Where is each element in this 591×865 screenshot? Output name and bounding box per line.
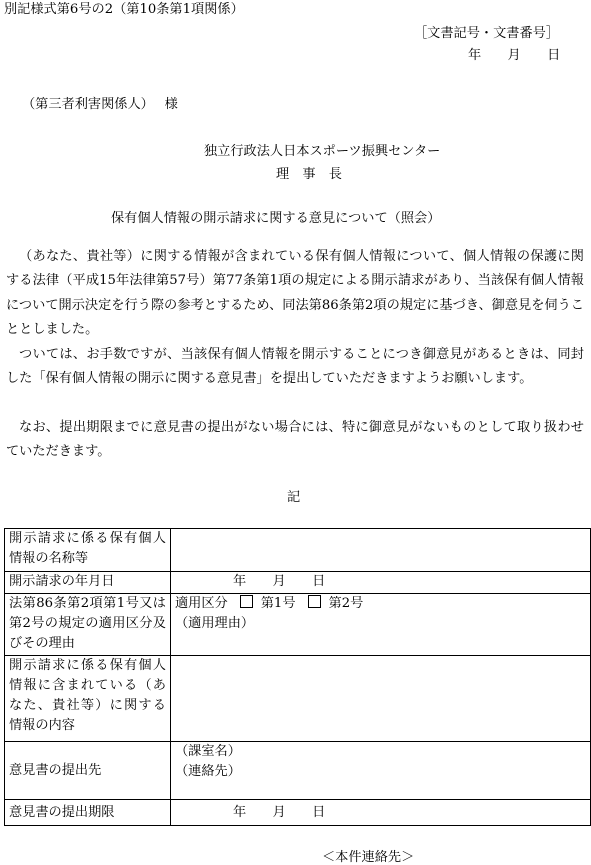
category-selection xyxy=(175,594,586,614)
row-label-applicable-category: 法第86条第2項第1号又は第2号の規定の適用区分及びその理由 xyxy=(5,594,171,656)
sender-organization: 独立行政法人日本スポーツ振興センター xyxy=(204,144,441,159)
table-row xyxy=(5,742,591,800)
table-row xyxy=(5,572,591,594)
details-table xyxy=(4,528,591,826)
row-value-submission-deadline xyxy=(171,800,591,826)
body-paragraph-3: なお、提出期限までに意見書の提出がない場合には、特に御意見がないものとして取り扱わせていただきます。 xyxy=(6,420,584,460)
deadline-value: 年 月 日 xyxy=(233,804,326,820)
row-label-request-date: 開示請求の年月日 xyxy=(5,572,171,594)
table-row xyxy=(5,529,591,572)
option-item-1: 第1号 xyxy=(260,596,296,611)
row-label-info-content: 開示請求に係る保有個人情報に含まれている（あなた、貴社等）に関する情報の内容 xyxy=(5,656,171,742)
row-label-submission-deadline: 意見書の提出期限 xyxy=(5,800,171,826)
contact-heading: ＜本件連絡先＞ xyxy=(322,850,415,865)
row-value-submission-destination xyxy=(171,742,591,800)
table-row xyxy=(5,594,591,656)
row-value-info-content xyxy=(171,656,591,742)
table-row xyxy=(5,656,591,742)
ki-heading: 記 xyxy=(287,490,301,505)
addressee: （第三者利害関係人） 様 xyxy=(22,97,178,112)
table-row xyxy=(5,800,591,826)
checkbox-item-2[interactable] xyxy=(308,595,321,608)
body-paragraph-1: （あなた、貴社等）に関する情報が含まれている保有個人情報について、個人情報の保護に関する法律（平成15年法律第57号）第77条第1項の規定による開示請求があり、当該保有個人情報について開示決定を行う際の参考とするため、同法第86条第2項の規定に基づき、御意見を伺うこととしました。 xyxy=(6,249,584,338)
category-reason: （適用理由） xyxy=(175,616,255,631)
checkbox-item-1[interactable] xyxy=(240,595,253,608)
request-date-value: 年 月 日 xyxy=(233,574,326,589)
category-prefix: 適用区分 xyxy=(175,596,228,611)
row-value-request-date xyxy=(171,572,591,594)
row-label-submission-destination: 意見書の提出先 xyxy=(5,742,171,800)
destination-office: （課室名） xyxy=(175,744,241,759)
document-number: ［文書記号・文書番号］ xyxy=(414,26,560,41)
form-reference: 別記様式第6号の2（第10条第1項関係） xyxy=(4,2,244,17)
row-value-info-name xyxy=(171,529,591,572)
destination-contact: （連絡先） xyxy=(175,764,241,779)
body-paragraph-2: ついては、お手数ですが、当該保有個人情報を開示することにつき御意見があるときは、同封した「保有個人情報の開示に関する意見書」を提出していただきますようお願いします。 xyxy=(6,347,584,387)
row-value-applicable-category xyxy=(171,594,591,656)
document-date: 年 月 日 xyxy=(468,48,561,63)
sender-title: 理 事 長 xyxy=(276,167,342,182)
option-item-2: 第2号 xyxy=(328,596,364,611)
row-label-info-name: 開示請求に係る保有個人情報の名称等 xyxy=(5,529,171,572)
subject-line: 保有個人情報の開示請求に関する意見について（照会） xyxy=(111,211,441,226)
